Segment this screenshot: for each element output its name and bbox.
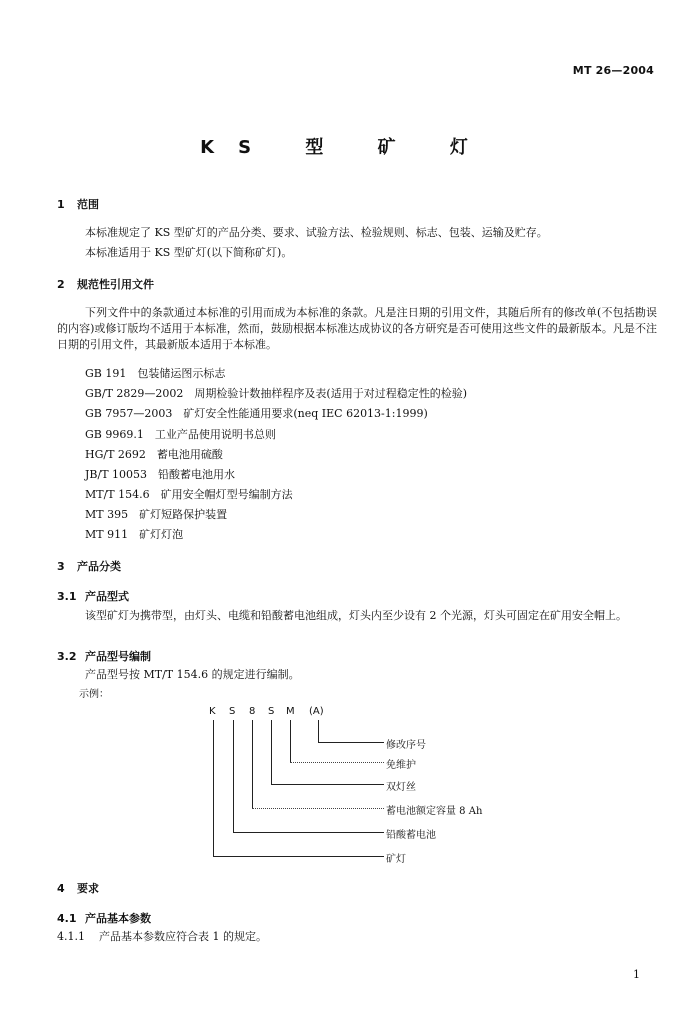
subsection-title: 产品型式 bbox=[85, 590, 129, 603]
code-label: 双灯丝 bbox=[386, 782, 416, 793]
code-digit-8: 8 bbox=[249, 706, 256, 717]
subsection-title: 产品型号编制 bbox=[85, 650, 151, 663]
reference-item: JB/T 10053 铅酸蓄电池用水 bbox=[85, 468, 236, 481]
subsection-text: 产品基本参数应符合表 1 的规定。 bbox=[99, 930, 267, 943]
document-title: KS 型 矿 灯 bbox=[200, 137, 492, 158]
leader-horizontal bbox=[252, 808, 384, 809]
code-revision: (A) bbox=[309, 706, 324, 717]
example-label: 示例： bbox=[79, 689, 109, 700]
code-letter-s2: S bbox=[268, 706, 275, 717]
code-label: 蓄电池额定容量 8 Ah bbox=[386, 806, 483, 817]
section-title: 规范性引用文件 bbox=[77, 278, 154, 291]
section-2-intro: 下列文件中的条款通过本标准的引用而成为本标准的条款。凡是注日期的引用文件，其随后所有的修改单(不包括勘误的内容)或修订版均不适用于本标准，然而，鼓励根据本标准达成协议的各方研究是否可使用这些文件的最新版本。凡是不注日期的引用文件，其最新版本适用于本标准。 bbox=[57, 306, 657, 351]
code-letter-s: S bbox=[229, 706, 236, 717]
leader-vertical bbox=[318, 720, 319, 742]
section-number: 4 bbox=[57, 882, 65, 895]
leader-vertical bbox=[213, 720, 214, 856]
reference-item: GB 9969.1 工业产品使用说明书总则 bbox=[85, 428, 276, 441]
subsection-number: 4.1 bbox=[57, 912, 77, 925]
reference-item: GB 191 包装储运图示标志 bbox=[85, 367, 226, 380]
section-4-heading bbox=[57, 880, 99, 896]
section-number: 2 bbox=[57, 278, 65, 291]
reference-item: GB/T 2829—2002 周期检验计数抽样程序及表(适用于对过程稳定性的检验) bbox=[85, 387, 467, 400]
subsection-3-2-text: 产品型号按 MT/T 154.6 的规定进行编制。 bbox=[85, 668, 300, 681]
leader-horizontal bbox=[271, 784, 384, 785]
section-2-heading bbox=[57, 276, 154, 292]
section-1-heading bbox=[57, 196, 99, 212]
section-title: 要求 bbox=[77, 882, 99, 895]
code-letter-k: K bbox=[209, 706, 216, 717]
subsection-3-2-heading bbox=[57, 648, 151, 664]
code-label: 免维护 bbox=[386, 760, 416, 771]
section-number: 1 bbox=[57, 198, 65, 211]
paragraph: 本标准规定了 KS 型矿灯的产品分类、要求、试验方法、检验规则、标志、包装、运输及贮存。 bbox=[85, 226, 548, 239]
subsection-title: 产品基本参数 bbox=[85, 912, 151, 925]
subsection-number: 3.2 bbox=[57, 650, 77, 663]
leader-horizontal bbox=[213, 856, 384, 857]
reference-item: HG/T 2692 蓄电池用硫酸 bbox=[85, 448, 223, 461]
section-number: 3 bbox=[57, 560, 65, 573]
standard-number: MT 26—2004 bbox=[572, 64, 654, 77]
subsection-4-1-1 bbox=[57, 930, 267, 943]
subsection-3-1-text: 该型矿灯为携带型，由灯头、电缆和铅酸蓄电池组成，灯头内至少设有 2 个光源，灯头可固定在矿用安全帽上。 bbox=[85, 609, 627, 622]
section-title: 范围 bbox=[77, 198, 99, 211]
leader-vertical bbox=[290, 720, 291, 762]
section-3-heading bbox=[57, 558, 121, 574]
leader-vertical bbox=[271, 720, 272, 784]
reference-item: MT/T 154.6 矿用安全帽灯型号编制方法 bbox=[85, 488, 293, 501]
code-label: 矿灯 bbox=[386, 854, 406, 865]
subsection-number: 3.1 bbox=[57, 590, 77, 603]
reference-item: MT 911 矿灯灯泡 bbox=[85, 528, 184, 541]
reference-item: GB 7957—2003 矿灯安全性能通用要求(neq IEC 62013-1:1999) bbox=[85, 407, 428, 420]
code-label: 修改序号 bbox=[386, 740, 426, 751]
leader-horizontal bbox=[290, 762, 384, 763]
leader-vertical bbox=[252, 720, 253, 808]
subsection-number: 4.1.1 bbox=[57, 930, 85, 943]
subsection-4-1-heading bbox=[57, 910, 151, 926]
page-number: 1 bbox=[633, 968, 640, 981]
paragraph: 本标准适用于 KS 型矿灯(以下简称矿灯)。 bbox=[85, 246, 293, 259]
code-letter-m: M bbox=[286, 706, 295, 717]
leader-horizontal bbox=[318, 742, 384, 743]
leader-vertical bbox=[233, 720, 234, 832]
subsection-3-1-heading bbox=[57, 588, 129, 604]
reference-item: MT 395 矿灯短路保护装置 bbox=[85, 508, 228, 521]
section-title: 产品分类 bbox=[77, 560, 121, 573]
leader-horizontal bbox=[233, 832, 384, 833]
code-label: 铅酸蓄电池 bbox=[386, 830, 436, 841]
